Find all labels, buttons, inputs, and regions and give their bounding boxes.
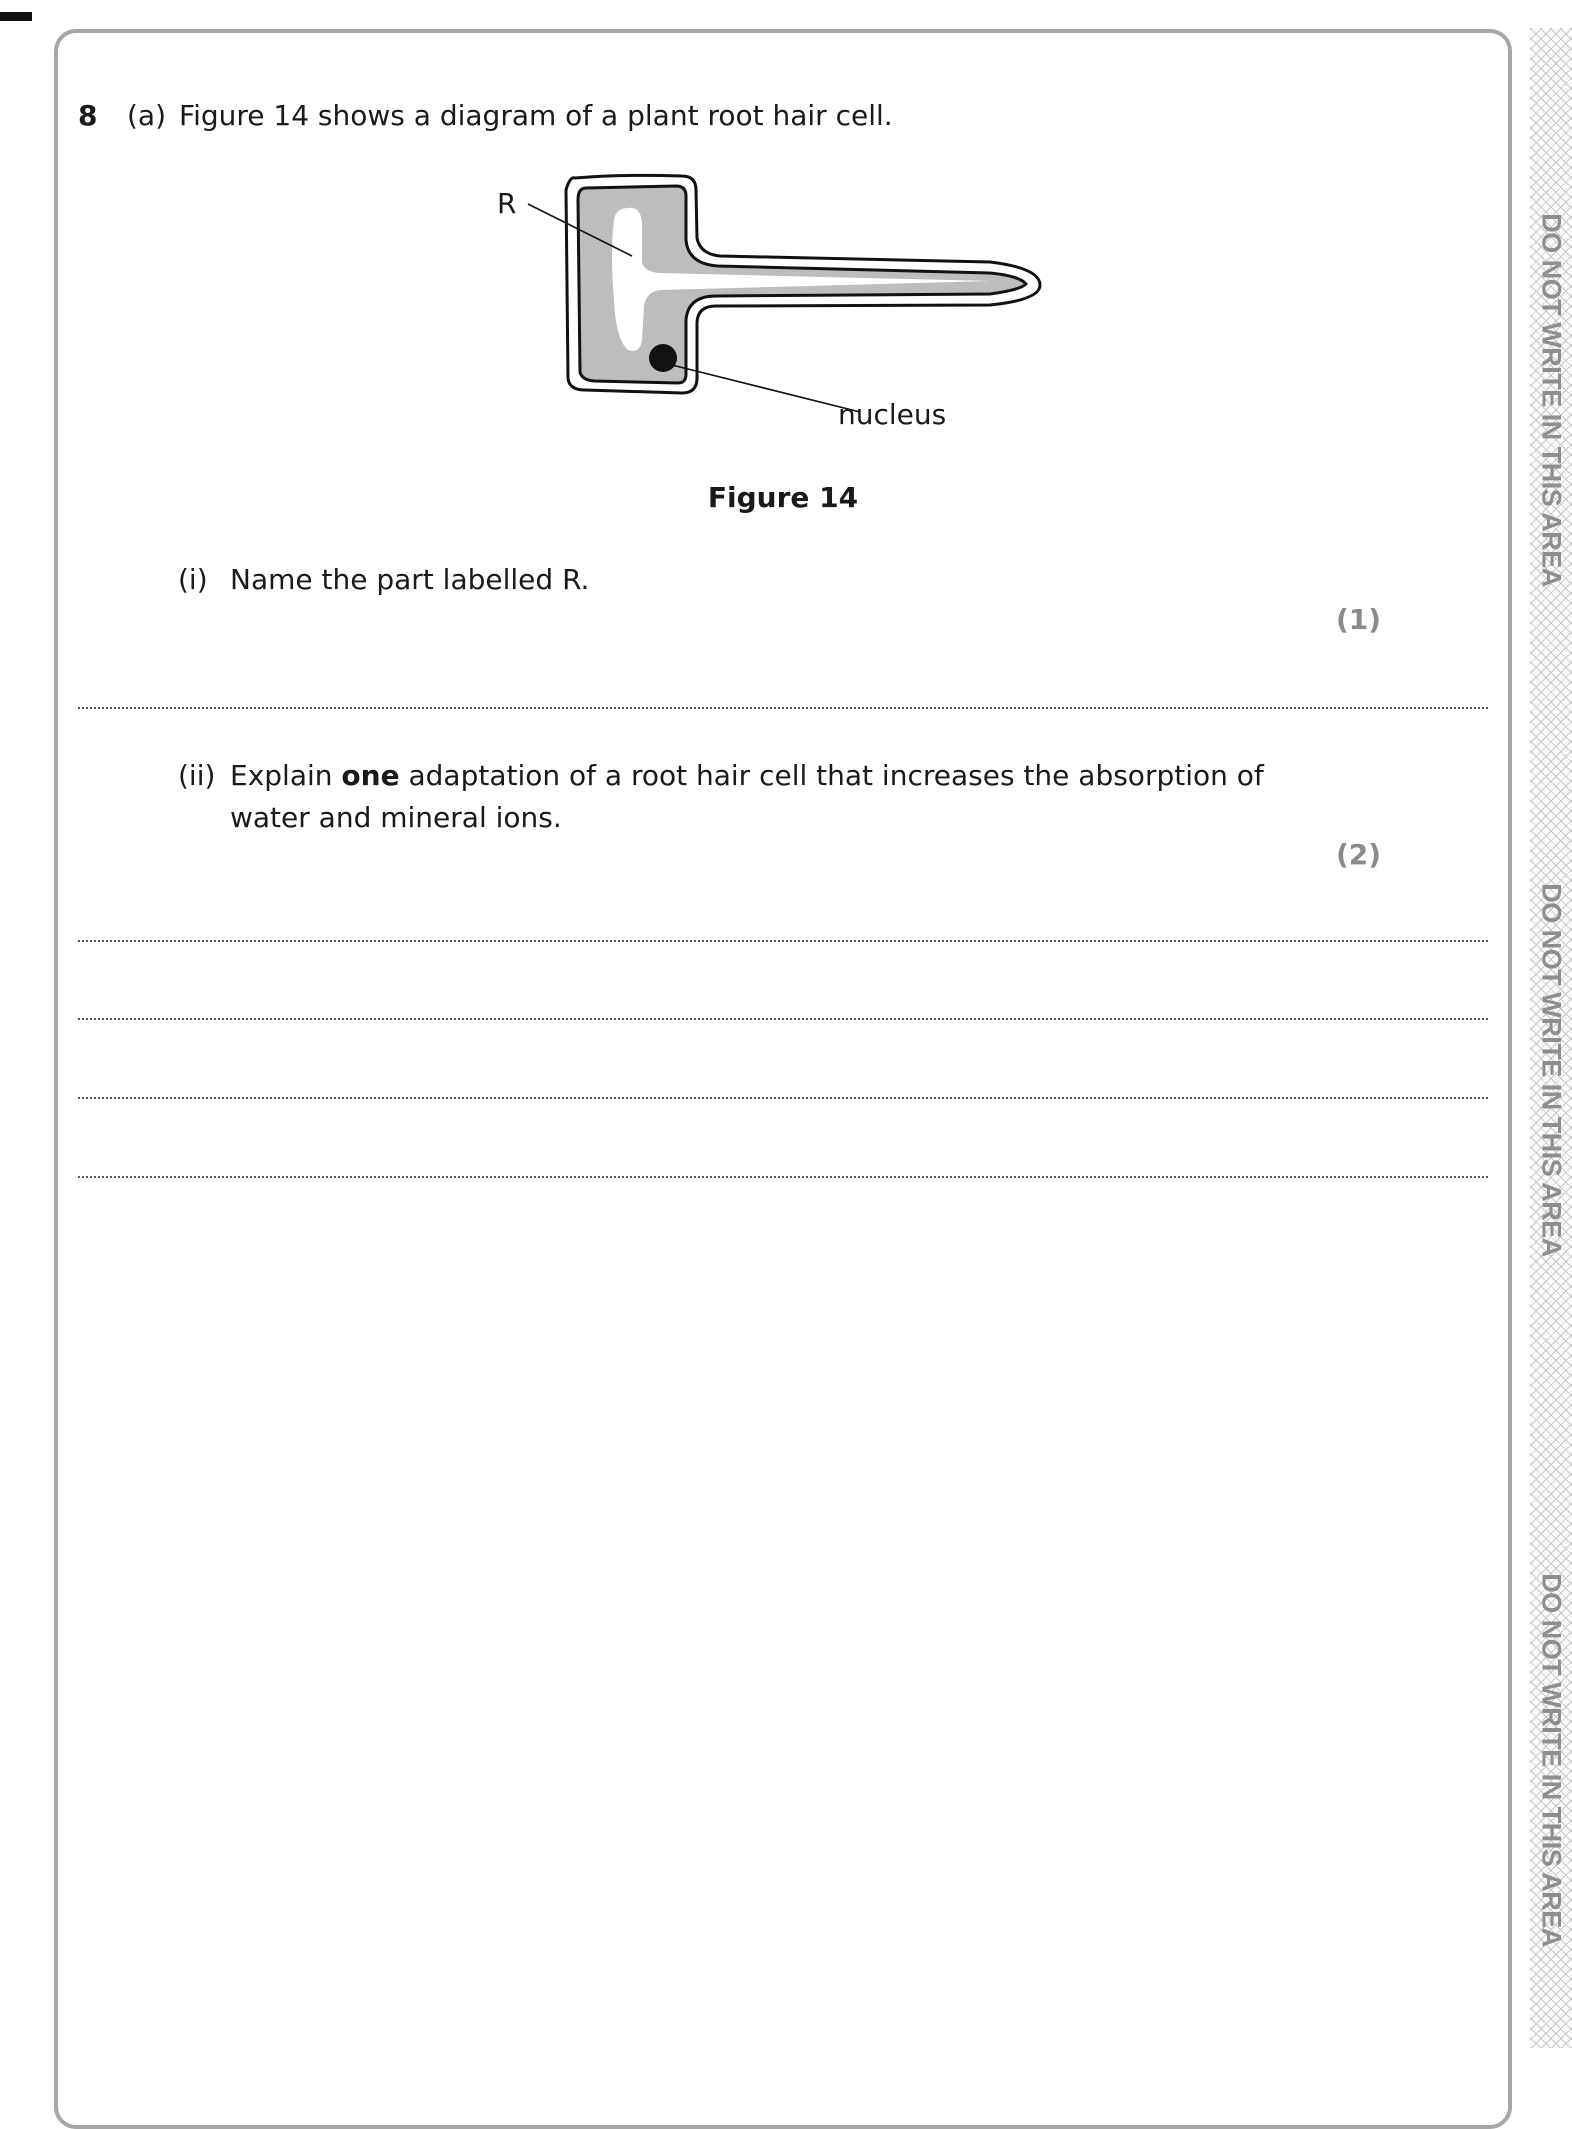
label-nucleus: nucleus <box>838 398 947 431</box>
answer-line[interactable] <box>78 1018 1488 1020</box>
sub-i-text: Name the part labelled R. <box>230 563 590 596</box>
question-number: 8 <box>78 99 98 132</box>
answer-line[interactable] <box>78 1097 1488 1099</box>
sub-ii-text-line2: water and mineral ions. <box>230 801 562 834</box>
label-line-nucleus <box>668 364 860 412</box>
part-a-text: Figure 14 shows a diagram of a plant root hair cell. <box>179 99 893 132</box>
figure-caption: Figure 14 <box>707 481 859 514</box>
label-r: R <box>497 187 517 220</box>
sub-ii-label: (ii) <box>178 759 216 792</box>
answer-line[interactable] <box>78 1176 1488 1178</box>
sub-i-label: (i) <box>178 563 208 596</box>
root-hair-cell-diagram <box>0 0 1572 560</box>
sub-ii-text <box>230 759 1264 792</box>
answer-line[interactable] <box>78 707 1488 709</box>
margin-warning: DO NOT WRITE IN THIS AREA <box>1536 213 1567 587</box>
part-a-label: (a) <box>127 99 167 132</box>
sub-ii-marks: (2) <box>1336 838 1382 871</box>
answer-line[interactable] <box>78 940 1488 942</box>
text: Explain <box>230 759 342 792</box>
text: adaptation of a root hair cell that increases the absorption of <box>399 759 1264 792</box>
emphasis: one <box>341 759 400 792</box>
margin-warning: DO NOT WRITE IN THIS AREA <box>1536 1573 1567 1947</box>
sub-i-marks: (1) <box>1336 603 1382 636</box>
margin-warning: DO NOT WRITE IN THIS AREA <box>1536 883 1567 1257</box>
nucleus <box>649 344 677 372</box>
